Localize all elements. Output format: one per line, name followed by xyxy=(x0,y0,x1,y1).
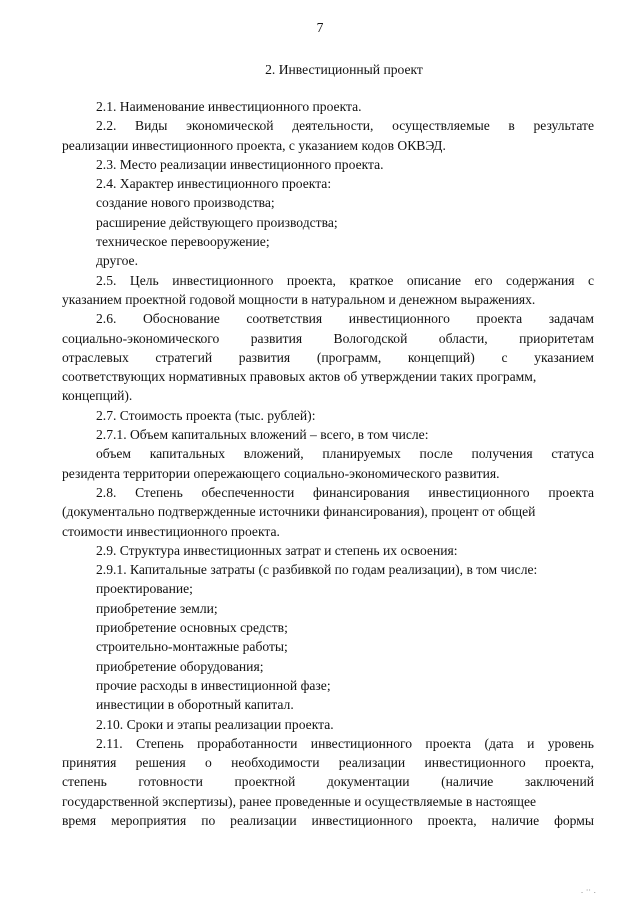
text-line: объем капитальных вложений, планируемых после получения статуса xyxy=(96,446,594,462)
text-line: инвестиции в оборотный капитал. xyxy=(96,697,294,713)
text-line: приобретение земли; xyxy=(96,600,218,616)
text-line: социально-экономического развития Вологодской области, приоритетам xyxy=(62,330,594,346)
text-line: отраслевых стратегий развития (программ, концепций) с указанием xyxy=(62,349,594,365)
text-line: 2.5. Цель инвестиционного проекта, краткое описание его содержания с xyxy=(96,272,594,288)
text-line: 2.7.1. Объем капитальных вложений – всего, в том числе: xyxy=(96,427,429,443)
text-line: 2.4. Характер инвестиционного проекта: xyxy=(96,176,332,192)
text-line: концепций). xyxy=(62,388,133,404)
text-line: государственной экспертизы), ранее проведенные и осуществляемые в настоящее xyxy=(62,793,537,809)
text-line: реализации инвестиционного проекта, с указанием кодов ОКВЭД. xyxy=(62,137,446,153)
text-line: степень готовности проектной документации (наличие заключений xyxy=(62,774,594,790)
text-line: 2.9. Структура инвестиционных затрат и степень их освоения: xyxy=(96,542,458,558)
text-line: соответствующих нормативных правовых актов об утверждении таких программ, xyxy=(62,369,537,385)
text-line: 2.10. Сроки и этапы реализации проекта. xyxy=(96,716,334,732)
text-line: создание нового производства; xyxy=(96,195,275,211)
section-title: 2. Инвестиционный проект xyxy=(265,62,423,77)
text-line: 2.9.1. Капитальные затраты (с разбивкой по годам реализации), в том числе: xyxy=(96,562,538,578)
text-line: 2.11. Степень проработанности инвестиционного проекта (дата и уровень xyxy=(96,735,594,751)
text-line: 2.2. Виды экономической деятельности, осуществляемые в результате xyxy=(96,118,594,134)
text-line: 2.3. Место реализации инвестиционного проекта. xyxy=(96,156,384,172)
text-line: 2.6. Обоснование соответствия инвестиционного проекта задачам xyxy=(96,311,594,327)
text-line: строительно-монтажные работы; xyxy=(96,639,288,655)
text-line: проектирование; xyxy=(96,581,193,597)
text-line: указанием проектной годовой мощности в натуральном и денежном выражениях. xyxy=(62,291,536,307)
scan-mark: . ·· . xyxy=(580,886,596,895)
text-line: стоимости инвестиционного проекта. xyxy=(62,523,280,539)
text-line: 2.8. Степень обеспеченности финансирования инвестиционного проекта xyxy=(96,484,594,500)
text-line: 2.1. Наименование инвестиционного проекта. xyxy=(96,99,362,114)
text-line: техническое перевооружение; xyxy=(96,234,270,250)
text-line: приобретение оборудования; xyxy=(96,658,264,674)
text-line: время мероприятия по реализации инвестиционного проекта, наличие формы xyxy=(62,812,594,828)
text-line: другое. xyxy=(96,253,138,269)
text-line: приобретение основных средств; xyxy=(96,620,288,636)
text-line: резидента территории опережающего социально-экономического развития. xyxy=(62,465,500,481)
text-line: принятия решения о необходимости реализации инвестиционного проекта, xyxy=(62,755,594,771)
page-number: 7 xyxy=(316,20,324,35)
text-line: (документально подтвержденные источники финансирования), процент от общей xyxy=(62,504,536,520)
text-line: 2.7. Стоимость проекта (тыс. рублей): xyxy=(96,407,316,423)
text-line: прочие расходы в инвестиционной фазе; xyxy=(96,677,331,693)
document-body xyxy=(62,97,594,830)
text-line: расширение действующего производства; xyxy=(96,214,338,230)
